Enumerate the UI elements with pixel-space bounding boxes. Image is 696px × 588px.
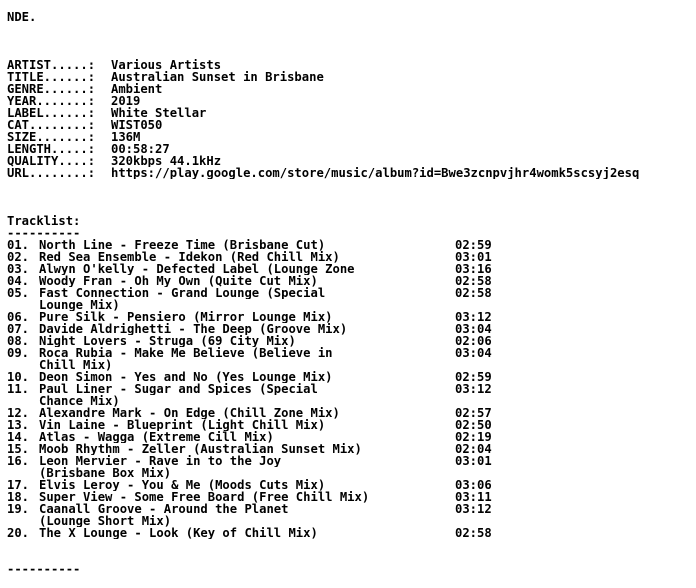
track-duration: 03:12 <box>455 503 492 515</box>
track-number: 13. <box>7 419 30 431</box>
track-row <box>7 503 696 515</box>
track-number: 05. <box>7 287 30 299</box>
info-value: White Stellar <box>111 107 207 119</box>
track-title: The X Lounge - Look (Key of Chill Mix) <box>39 527 318 539</box>
track-number: 04. <box>7 275 30 287</box>
info-value: 2019 <box>111 95 141 107</box>
track-title: Pure Silk - Pensiero (Mirror Lounge Mix) <box>39 311 333 323</box>
track-title: Davide Aldrighetti - The Deep (Groove Mix) <box>39 323 348 335</box>
track-title: Woody Fran - Oh My Own (Quite Cut Mix) <box>39 275 318 287</box>
track-number: 16. <box>7 455 30 467</box>
track-duration: 02:50 <box>455 419 492 431</box>
blank-line <box>7 551 696 563</box>
track-number: 17. <box>7 479 30 491</box>
track-row <box>7 371 696 383</box>
track-title: Elvis Leroy - You & Me (Moods Cuts Mix) <box>39 479 326 491</box>
track-row <box>7 443 696 455</box>
track-title: Leon Mervier - Rave in to the Joy <box>39 455 282 467</box>
track-title: Paul Liner - Sugar and Spices (Special <box>39 383 318 395</box>
track-duration: 02:58 <box>455 275 492 287</box>
track-title-continued: (Brisbane Box Mix) <box>39 467 172 479</box>
info-value: WIST050 <box>111 119 163 131</box>
track-number: 02. <box>7 251 30 263</box>
track-duration: 02:58 <box>455 527 492 539</box>
info-row-length <box>7 143 696 155</box>
blank-line <box>7 191 696 203</box>
track-number: 19. <box>7 503 30 515</box>
info-row-quality <box>7 155 696 167</box>
track-row <box>7 287 696 299</box>
track-title: Night Lovers - Struga (69 City Mix) <box>39 335 296 347</box>
info-key: CAT........: <box>7 119 96 131</box>
track-title-continued: Lounge Mix) <box>39 299 120 311</box>
track-title: Atlas - Wagga (Extreme Cill Mix) <box>39 431 274 443</box>
track-duration: 02:59 <box>455 239 492 251</box>
header-text: NDE. <box>7 11 37 23</box>
track-duration: 02:57 <box>455 407 492 419</box>
info-row-year <box>7 95 696 107</box>
track-duration: 03:04 <box>455 347 492 359</box>
track-duration: 03:04 <box>455 323 492 335</box>
info-row-url <box>7 167 696 179</box>
info-value: Ambient <box>111 83 163 95</box>
track-row <box>7 479 696 491</box>
release-info <box>7 59 696 179</box>
track-title: Fast Connection - Grand Lounge (Special <box>39 287 326 299</box>
track-duration: 02:04 <box>455 443 492 455</box>
info-value: 00:58:27 <box>111 143 170 155</box>
track-duration: 02:58 <box>455 287 492 299</box>
blank-line <box>7 35 696 47</box>
info-key: SIZE.......: <box>7 131 96 143</box>
blank-line <box>7 179 696 191</box>
info-row-artist <box>7 59 696 71</box>
blank-line <box>7 47 696 59</box>
track-row <box>7 347 696 359</box>
info-key: LENGTH.....: <box>7 143 96 155</box>
track-title-continued: (Lounge Short Mix) <box>39 515 172 527</box>
info-value: Australian Sunset in Brisbane <box>111 71 324 83</box>
track-number: 03. <box>7 263 30 275</box>
track-row <box>7 419 696 431</box>
track-row <box>7 383 696 395</box>
track-number: 10. <box>7 371 30 383</box>
nfo-document <box>7 11 696 575</box>
tracklist-heading: Tracklist: <box>7 215 81 227</box>
info-key: ARTIST.....: <box>7 59 96 71</box>
track-row <box>7 263 696 275</box>
track-title-continued: Chill Mix) <box>39 359 113 371</box>
track-duration: 03:01 <box>455 251 492 263</box>
url-value[interactable]: https://play.google.com/store/music/album?id=Bwe3zcnpvjhr4womk5scsyj2esq <box>111 167 640 179</box>
info-key: LABEL......: <box>7 107 96 119</box>
info-key: QUALITY....: <box>7 155 96 167</box>
track-title: Caanall Groove - Around the Planet <box>39 503 289 515</box>
tracklist-rule: ---------- <box>7 227 81 239</box>
track-duration: 03:06 <box>455 479 492 491</box>
info-value: 320kbps 44.1kHz <box>111 155 222 167</box>
track-duration: 02:06 <box>455 335 492 347</box>
track-title: Roca Rubia - Make Me Believe (Believe in <box>39 347 333 359</box>
track-duration: 03:01 <box>455 455 492 467</box>
track-number: 07. <box>7 323 30 335</box>
track-row <box>7 251 696 263</box>
track-title: Vin Laine - Blueprint (Light Chill Mix) <box>39 419 326 431</box>
track-title-continued: Chance Mix) <box>39 395 120 407</box>
track-title: Alexandre Mark - On Edge (Chill Zone Mix) <box>39 407 340 419</box>
track-title: Moob Rhythm - Zeller (Australian Sunset Mix) <box>39 443 362 455</box>
blank-line <box>7 203 696 215</box>
track-number: 11. <box>7 383 30 395</box>
track-row <box>7 491 696 503</box>
track-duration: 03:16 <box>455 263 492 275</box>
track-row <box>7 323 696 335</box>
track-row <box>7 431 696 443</box>
track-title: North Line - Freeze Time (Brisbane Cut) <box>39 239 326 251</box>
track-number: 18. <box>7 491 30 503</box>
track-row <box>7 275 696 287</box>
track-row <box>7 335 696 347</box>
track-title: Alwyn O'kelly - Defected Label (Lounge Zone <box>39 263 355 275</box>
info-row-title <box>7 71 696 83</box>
track-number: 08. <box>7 335 30 347</box>
info-value: 136M <box>111 131 141 143</box>
track-duration: 03:12 <box>455 311 492 323</box>
track-row <box>7 455 696 467</box>
tracklist <box>7 239 696 539</box>
info-key: TITLE......: <box>7 71 96 83</box>
info-row-label <box>7 107 696 119</box>
info-row-cat <box>7 119 696 131</box>
blank-line <box>7 539 696 551</box>
track-number: 09. <box>7 347 30 359</box>
track-duration: 02:19 <box>455 431 492 443</box>
info-key: YEAR.......: <box>7 95 96 107</box>
track-row <box>7 407 696 419</box>
track-row <box>7 239 696 251</box>
info-row-size <box>7 131 696 143</box>
info-key: URL........: <box>7 167 96 179</box>
track-duration: 03:12 <box>455 383 492 395</box>
track-row <box>7 311 696 323</box>
track-number: 12. <box>7 407 30 419</box>
track-row <box>7 527 696 539</box>
track-title: Red Sea Ensemble - Idekon (Red Chill Mix) <box>39 251 340 263</box>
footer-rule: ---------- <box>7 563 81 575</box>
track-duration: 03:11 <box>455 491 492 503</box>
track-number: 14. <box>7 431 30 443</box>
track-number: 06. <box>7 311 30 323</box>
blank-line <box>7 23 696 35</box>
info-value: Various Artists <box>111 59 222 71</box>
track-number: 01. <box>7 239 30 251</box>
track-title: Super View - Some Free Board (Free Chill Mix) <box>39 491 370 503</box>
track-duration: 02:59 <box>455 371 492 383</box>
track-title: Deon Simon - Yes and No (Yes Lounge Mix) <box>39 371 333 383</box>
track-number: 20. <box>7 527 30 539</box>
track-number: 15. <box>7 443 30 455</box>
info-row-genre <box>7 83 696 95</box>
info-key: GENRE......: <box>7 83 96 95</box>
